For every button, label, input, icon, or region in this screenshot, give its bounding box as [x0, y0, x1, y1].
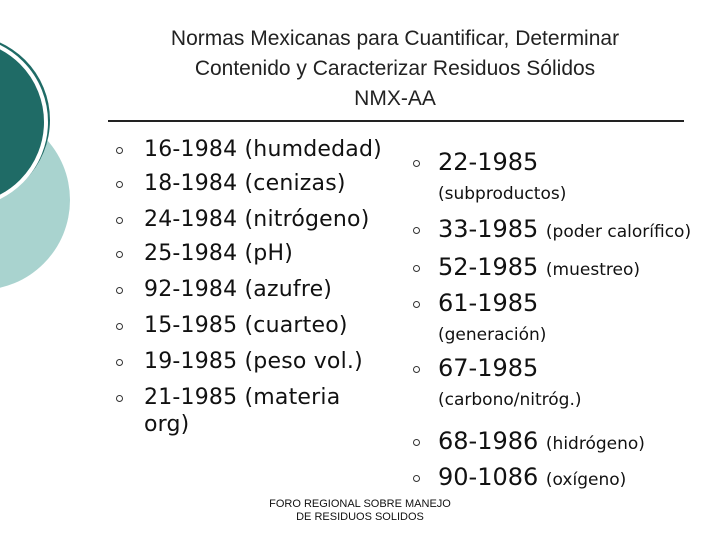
list-item	[410, 215, 710, 247]
standard-note: (subproductos)	[438, 184, 567, 204]
standard-code: 33-1985	[438, 215, 539, 243]
bullet-icon	[116, 359, 123, 366]
bullet-icon	[413, 227, 420, 234]
list-item-text: 92-1984 (azufre)	[144, 277, 333, 302]
standard-code: 68-1986	[438, 427, 539, 455]
list-item	[112, 384, 392, 438]
title-line-2: Contenido y Caracterizar Residuos Sólidos	[194, 57, 596, 80]
footer-caption	[240, 498, 480, 524]
list-item	[112, 136, 392, 163]
list-item-text: 24-1984 (nitrógeno)	[144, 207, 370, 232]
standard-note: (oxígeno)	[545, 470, 627, 490]
bullet-icon	[116, 395, 123, 402]
bullet-icon	[413, 366, 420, 373]
standard-note: (hidrógeno)	[545, 434, 645, 454]
standard-note: (poder calorífico)	[545, 222, 692, 242]
standard-code: 90-1086	[438, 463, 539, 491]
bullet-icon	[116, 147, 123, 154]
list-item-text: 16-1984 (humdedad)	[144, 137, 382, 162]
bullet-icon	[413, 265, 420, 272]
standard-code: 67-1985	[438, 354, 539, 382]
list-item	[410, 289, 710, 350]
title-line-3: NMX-AA	[354, 87, 436, 110]
bullet-icon	[413, 160, 420, 167]
bullet-icon	[413, 439, 420, 446]
bullet-icon	[116, 181, 123, 188]
list-item	[112, 348, 392, 375]
slide-title	[110, 24, 680, 114]
list-item	[112, 312, 392, 339]
right-standards-list	[410, 148, 710, 495]
bullet-icon	[116, 323, 123, 330]
list-item	[410, 148, 710, 209]
footer-line-1: FORO REGIONAL SOBRE MANEJO	[269, 498, 451, 510]
left-standards-list	[112, 136, 392, 447]
standard-note: (carbono/nitróg.)	[438, 390, 582, 410]
title-line-1: Normas Mexicanas para Cuantificar, Determinar	[170, 27, 620, 50]
bullet-icon	[413, 301, 420, 308]
list-item	[112, 170, 392, 197]
list-item	[112, 276, 392, 303]
standard-note: (generación)	[438, 325, 547, 345]
list-item-text: 25-1984 (pH)	[144, 241, 293, 266]
list-item	[112, 240, 392, 267]
list-item	[410, 463, 710, 495]
bullet-icon	[116, 251, 123, 258]
standard-note: (muestreo)	[545, 260, 640, 280]
list-item	[410, 427, 710, 459]
list-item-text: 15-1985 (cuarteo)	[144, 313, 348, 338]
bullet-icon	[116, 217, 123, 224]
bullet-icon	[116, 287, 123, 294]
list-item-text: 21-1985 (materia org)	[144, 385, 341, 437]
standard-code: 22-1985	[438, 148, 539, 176]
list-item	[112, 206, 392, 233]
title-divider	[108, 120, 684, 122]
footer-line-2: DE RESIDUOS SOLIDOS	[296, 511, 424, 523]
list-item-text: 19-1985 (peso vol.)	[144, 349, 363, 374]
bullet-icon	[413, 475, 420, 482]
standard-code: 52-1985	[438, 253, 539, 281]
list-item	[410, 253, 710, 285]
standard-code: 61-1985	[438, 289, 539, 317]
list-item	[410, 354, 710, 415]
list-item-text: 18-1984 (cenizas)	[144, 171, 346, 196]
